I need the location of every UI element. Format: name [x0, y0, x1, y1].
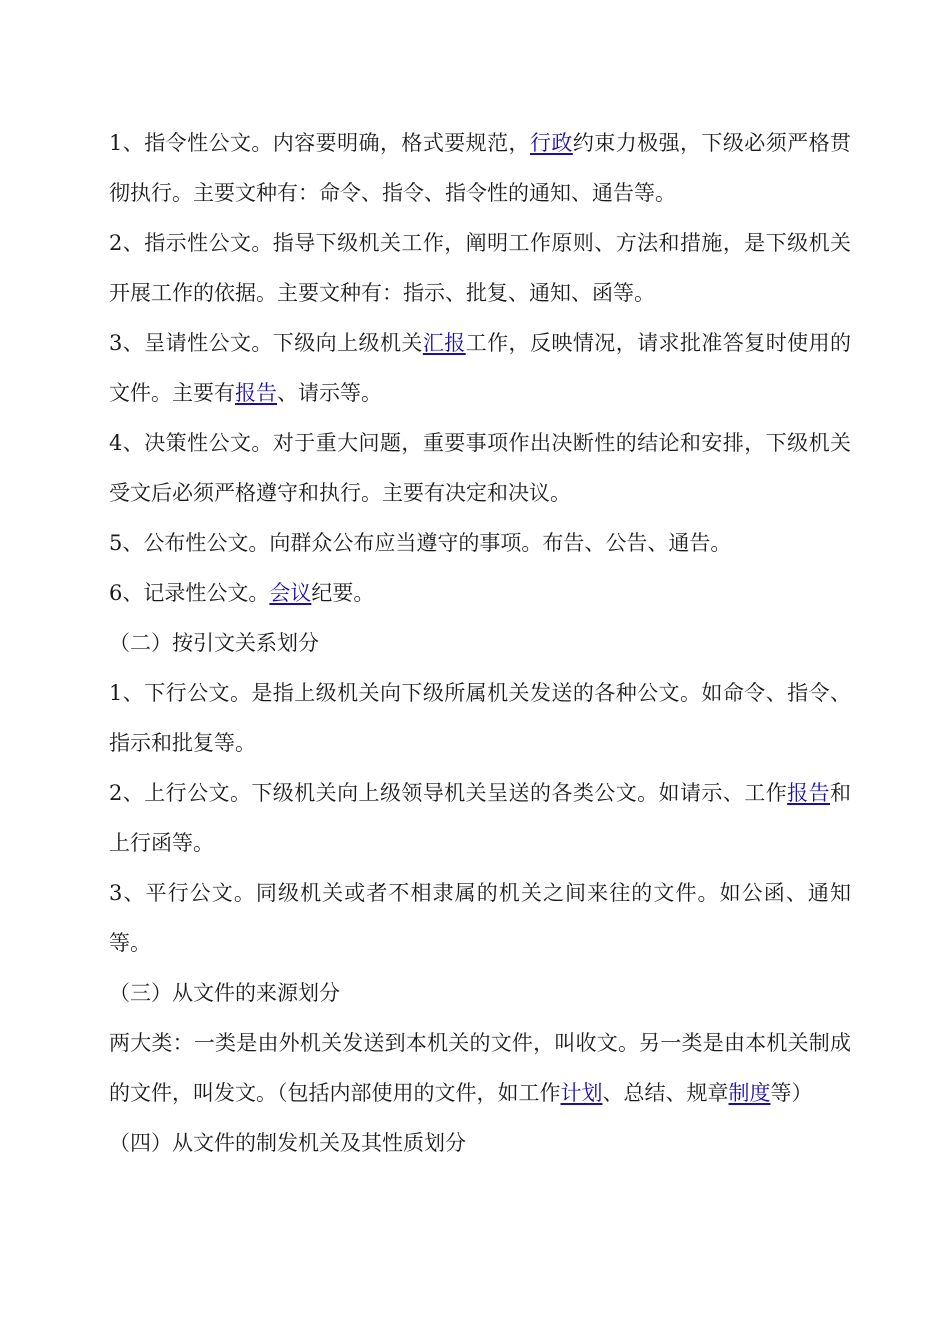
paragraph — [109, 218, 851, 318]
paragraph — [109, 768, 851, 868]
inline-link[interactable]: 制度 — [728, 1081, 771, 1105]
text-run: 2、指示性公文。指导下级机关工作，阐明工作原则、方法和措施，是下级机关开展工作的依据。主要文种有：指示、批复、通知、函等。 — [109, 231, 851, 305]
text-run: 等） — [770, 1081, 813, 1105]
text-run: 5、公布性公文。向群众公布应当遵守的事项。布告、公告、通告。 — [109, 531, 732, 555]
text-run: 3、平行公文。同级机关或者不相隶属的机关之间来往的文件。如公函、通知等。 — [109, 881, 851, 955]
text-run: （二）按引文关系划分 — [109, 631, 319, 655]
inline-link[interactable]: 会议 — [269, 581, 312, 605]
text-run: 2、上行公文。下级机关向上级领导机关呈送的各类公文。如请示、工作 — [109, 781, 788, 805]
text-run: 工作，反映情况，请求批准答复时使用的文件。主要有 — [109, 331, 851, 405]
paragraph — [109, 1018, 851, 1118]
inline-link[interactable]: 汇报 — [422, 331, 466, 355]
inline-link[interactable]: 报告 — [235, 381, 277, 405]
paragraph — [109, 318, 851, 418]
paragraph — [109, 518, 851, 568]
paragraph — [109, 418, 851, 518]
inline-link[interactable]: 行政 — [529, 131, 573, 155]
paragraph — [109, 668, 851, 768]
section-heading — [109, 1118, 851, 1168]
paragraph — [109, 568, 851, 618]
text-run: 3、呈请性公文。下级向上级机关 — [109, 331, 423, 355]
section-heading — [109, 618, 851, 668]
document-body — [109, 118, 851, 1168]
text-run: 、总结、规章 — [602, 1081, 729, 1105]
paragraph — [109, 868, 851, 968]
inline-link[interactable]: 计划 — [560, 1081, 603, 1105]
text-run: 4、决策性公文。对于重大问题，重要事项作出决断性的结论和安排，下级机关受文后必须严格遵守和执行。主要有决定和决议。 — [109, 431, 851, 505]
section-heading — [109, 968, 851, 1018]
text-run: 纪要。 — [311, 581, 375, 605]
text-run: （四）从文件的制发机关及其性质划分 — [109, 1131, 466, 1155]
text-run: 、请示等。 — [277, 381, 382, 405]
text-run: 1、指令性公文。内容要明确，格式要规范， — [109, 131, 530, 155]
text-run: （三）从文件的来源划分 — [109, 981, 340, 1005]
paragraph — [109, 118, 851, 218]
text-run: 和上行函等。 — [109, 781, 852, 855]
text-run: 6、记录性公文。 — [109, 581, 270, 605]
text-run: 两大类：一类是由外机关发送到本机关的文件，叫收文。另一类是由本机关制成的文件，叫发文。（包括内部使用的文件，如工作 — [109, 1031, 851, 1105]
text-run: 约束力极强，下级必须严格贯彻执行。主要文种有：命令、指令、指令性的通知、通告等。 — [109, 131, 852, 205]
text-run: 1、下行公文。是指上级机关向下级所属机关发送的各种公文。如命令、指令、指示和批复等。 — [109, 681, 851, 755]
inline-link[interactable]: 报告 — [787, 781, 831, 805]
